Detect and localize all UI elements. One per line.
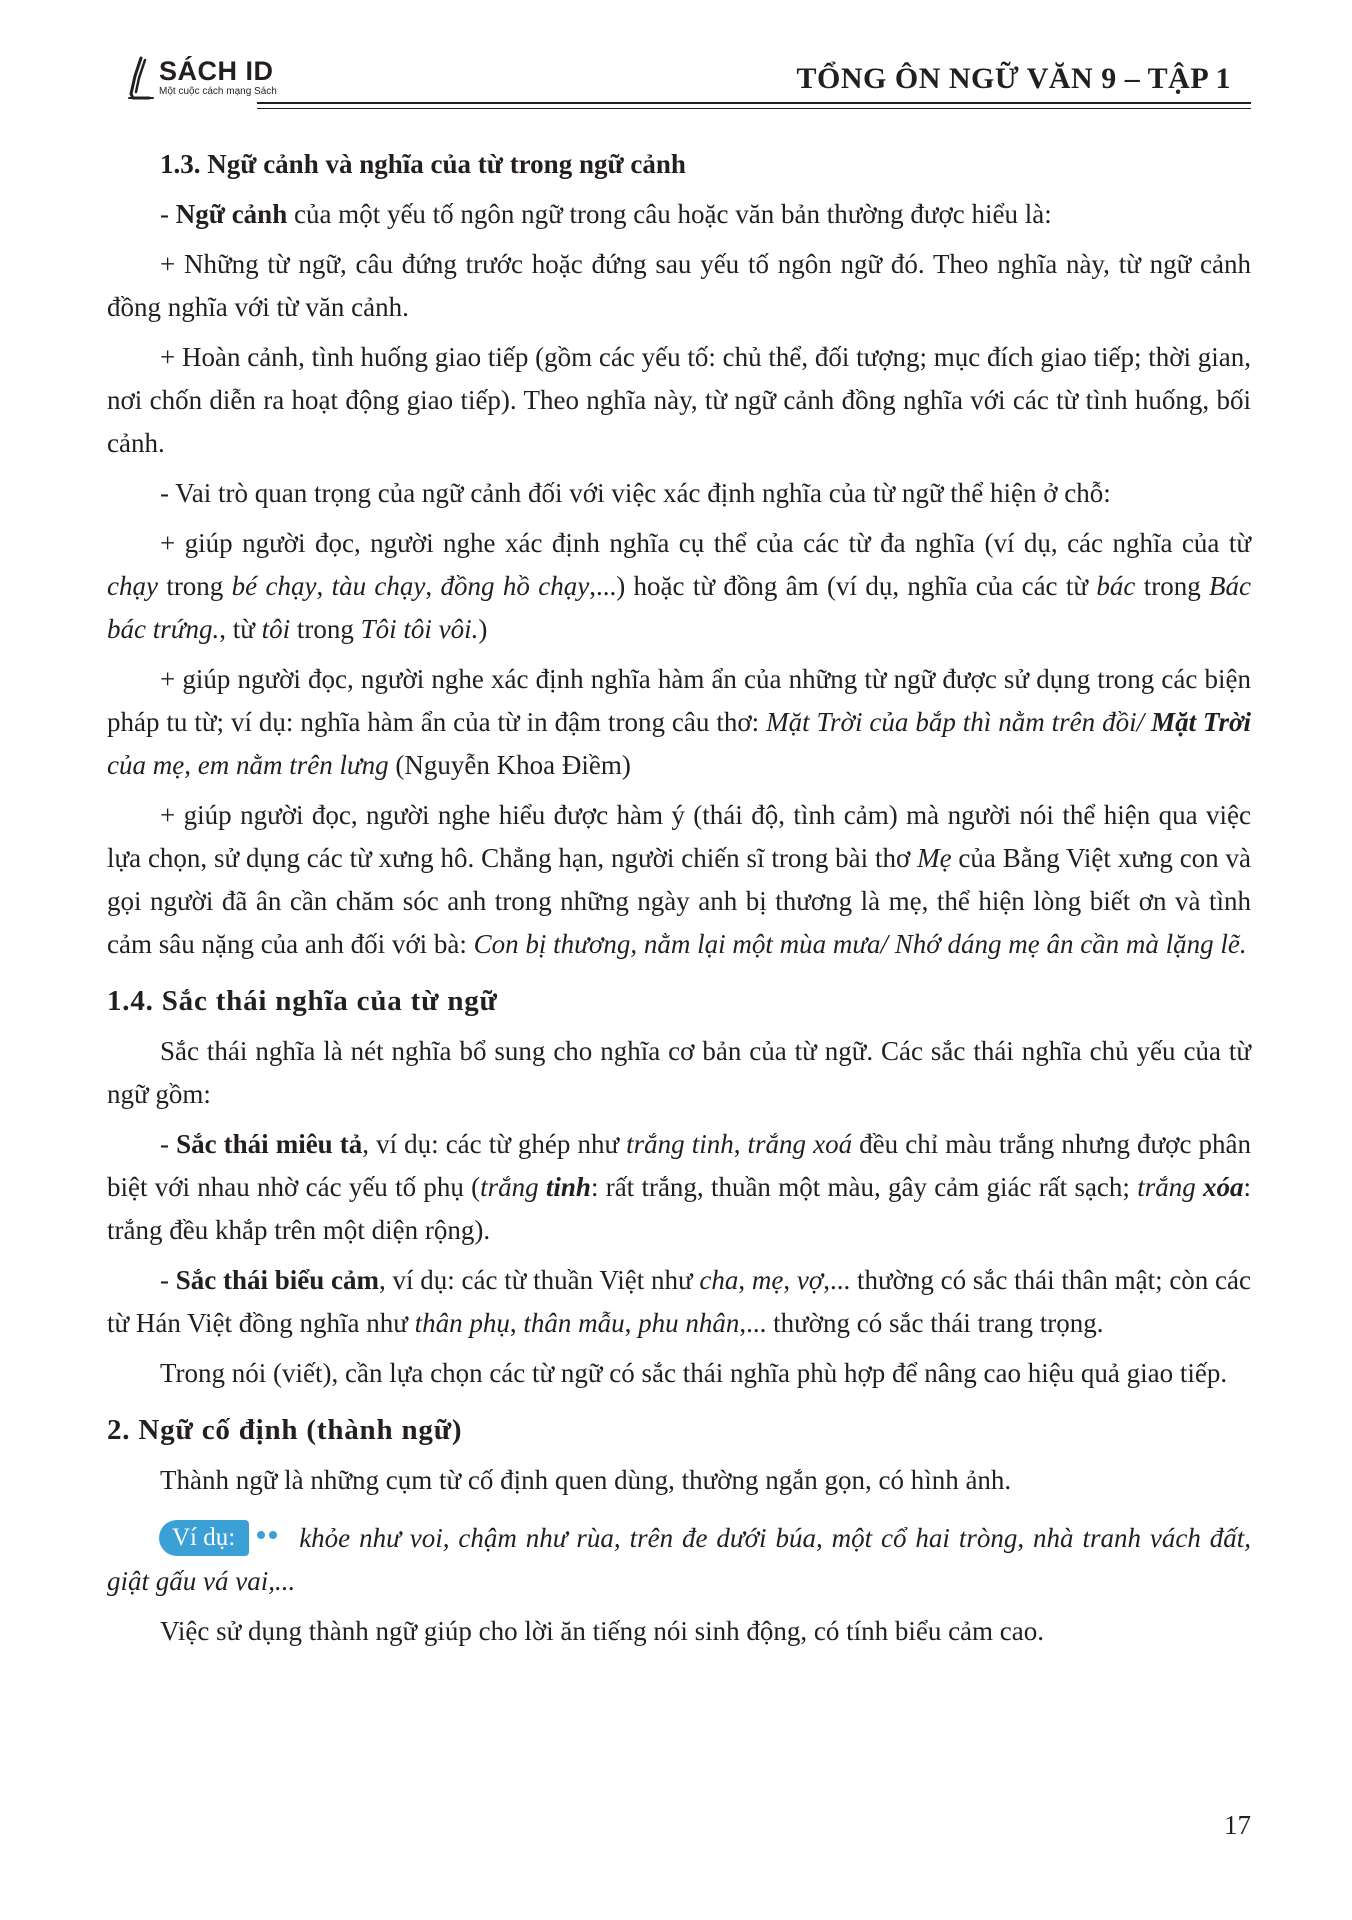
logo-tagline: Một cuộc cách mạng Sách <box>159 86 277 97</box>
page-number: 17 <box>1224 1810 1251 1840</box>
paragraph-context-sense-1: + Những từ ngữ, câu đứng trước hoặc đứng sau yếu tố ngôn ngữ đó. Theo nghĩa này, từ ngữ cảnh đồng nghĩa với từ văn cảnh. <box>107 249 1251 322</box>
header-rule-thin <box>257 108 1251 109</box>
paragraph-idiom-example <box>107 1509 1251 1603</box>
book-title: TỔNG ÔN NGỮ VĂN 9 – TẬP 1 <box>796 62 1231 95</box>
section-heading-1-3: 1.3. Ngữ cảnh và nghĩa của từ trong ngữ cảnh <box>160 149 686 179</box>
header-rule <box>257 102 1251 104</box>
paragraph-context-role: - Vai trò quan trọng của ngữ cảnh đối với việc xác định nghĩa của từ ngữ thể hiện ở chỗ: <box>160 478 1111 508</box>
paragraph-context-sense-2: + Hoàn cảnh, tình huống giao tiếp (gồm các yếu tố: chủ thể, đối tượng; mục đích giao tiếp; thời gian, nơi chốn diễn ra hoạt động giao tiếp). Theo nghĩa này, từ ngữ cảnh đồng nghĩa với các từ tình huống, bối cảnh. <box>107 342 1251 458</box>
section-heading-2: 2. Ngữ cố định (thành ngữ) <box>107 1414 463 1446</box>
paragraph-context-definition: - Ngữ cảnh của một yếu tố ngôn ngữ trong câu hoặc văn bản thường được hiểu là: <box>160 199 1052 229</box>
paragraph-role-polysemy: + giúp người đọc, người nghe xác định nghĩa cụ thể của các từ đa nghĩa (ví dụ, các nghĩa của từ chạy trong bé chạy, tàu chạy, đồng hồ chạy,...) hoặc từ đồng âm (ví dụ, nghĩa của các từ bác trong Bác bác trứng., từ tôi trong Tôi tôi vôi.) <box>107 528 1252 644</box>
example-badge: Ví dụ: <box>159 1520 249 1556</box>
paragraph-nuance-descriptive: - Sắc thái miêu tả, ví dụ: các từ ghép như trắng tinh, trắng xoá đều chỉ màu trắng nhưng được phân biệt với nhau nhờ các yếu tố phụ (trắng tinh: rất trắng, thuần một màu, gây cảm giác rất sạch; trắng xóa: trắng đều khắp trên một diện rộng). <box>107 1129 1251 1245</box>
dots-icon <box>257 1509 281 1552</box>
paragraph-role-address: + giúp người đọc, người nghe hiểu được hàm ý (thái độ, tình cảm) mà người nói thể hiện qua việc lựa chọn, sử dụng các từ xưng hô. Chẳng hạn, người chiến sĩ trong bài thơ Mẹ của Bằng Việt xưng con và gọi người đã ân cần chăm sóc anh trong những ngày anh bị thương là mẹ, thể hiện lòng biết ơn và tình cảm sâu nặng của anh đối với bà: Con bị thương, nằm lại một mùa mưa/ Nhớ dáng mẹ ân cần mà lặng lẽ. <box>107 800 1251 959</box>
page-header <box>127 52 1251 112</box>
book-logo-icon <box>127 56 155 100</box>
paragraph-nuance-intro: Sắc thái nghĩa là nét nghĩa bổ sung cho nghĩa cơ bản của từ ngữ. Các sắc thái nghĩa chủ yếu của từ ngữ gồm: <box>107 1036 1251 1109</box>
paragraph-idiom-usage: Việc sử dụng thành ngữ giúp cho lời ăn tiếng nói sinh động, có tính biểu cảm cao. <box>160 1616 1045 1646</box>
paragraph-idiom-definition: Thành ngữ là những cụm từ cố định quen dùng, thường ngắn gọn, có hình ảnh. <box>160 1465 1012 1495</box>
paragraph-nuance-closing: Trong nói (viết), cần lựa chọn các từ ngữ có sắc thái nghĩa phù hợp để nâng cao hiệu quả giao tiếp. <box>160 1358 1228 1388</box>
paragraph-role-implied: + giúp người đọc, người nghe xác định nghĩa hàm ẩn của những từ ngữ được sử dụng trong các biện pháp tu từ; ví dụ: nghĩa hàm ẩn của từ in đậm trong câu thơ: Mặt Trời của bắp thì nằm trên đồi/ Mặt Trời của mẹ, em nằm trên lưng (Nguyễn Khoa Điềm) <box>107 664 1252 780</box>
example-text: khỏe như voi, chậm như rùa, trên đe dưới búa, một cổ hai tròng, nhà tranh vách đất, giật gấu vá vai,... <box>107 1523 1251 1596</box>
publisher-logo <box>127 56 277 100</box>
paragraph-nuance-expressive: - Sắc thái biểu cảm, ví dụ: các từ thuần Việt như cha, mẹ, vợ,... thường có sắc thái thân mật; còn các từ Hán Việt đồng nghĩa như thân phụ, thân mẫu, phu nhân,... thường có sắc thái trang trọng. <box>107 1265 1252 1338</box>
section-heading-1-4: 1.4. Sắc thái nghĩa của từ ngữ <box>107 985 498 1017</box>
logo-name: SÁCH ID <box>159 56 274 86</box>
page-content <box>107 143 1251 1653</box>
